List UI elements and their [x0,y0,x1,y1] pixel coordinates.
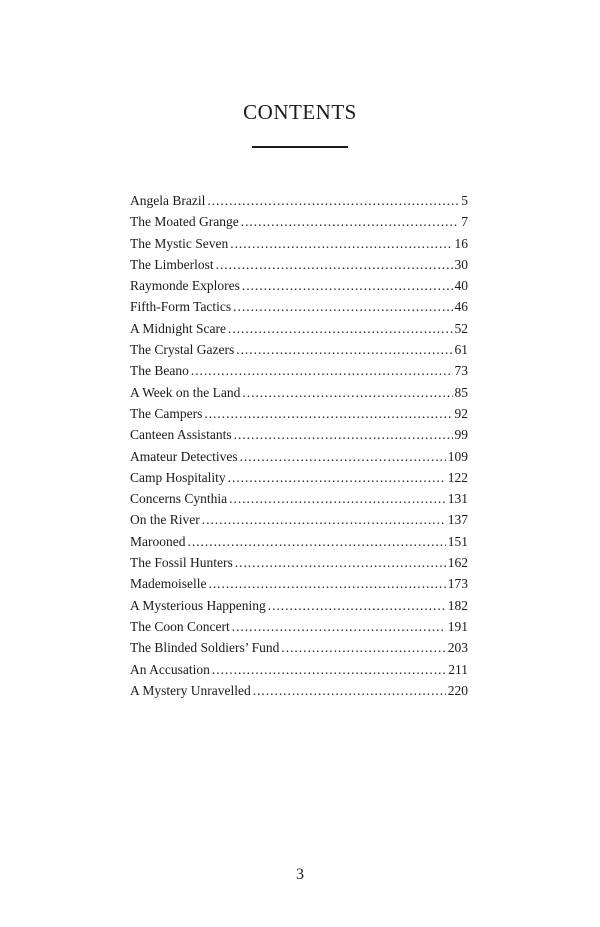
toc-entry-title: On the River [130,512,200,528]
toc-entry [130,233,468,254]
toc-entry-title: Marooned [130,533,186,549]
toc-entry [130,446,468,467]
toc-dot-leader [212,659,446,680]
toc-entry-page: 137 [447,512,468,528]
toc-entry [130,424,468,445]
toc-entry-title: Camp Hospitality [130,469,226,485]
toc-entry-page: 191 [447,618,468,634]
toc-dot-leader [240,446,446,467]
toc-entry-page: 85 [454,384,468,400]
toc-entry-page: 182 [447,597,468,613]
toc-entry [130,360,468,381]
toc-dot-leader [242,382,452,403]
toc-dot-leader [191,360,453,381]
toc-entry-title: Raymonde Explores [130,278,240,294]
toc-entry-title: The Mystic Seven [130,235,229,251]
toc-entry-title: A Week on the Land [130,384,241,400]
toc-dot-leader [216,254,453,275]
toc-entry [130,531,468,552]
toc-entry-title: A Midnight Scare [130,320,226,336]
toc-entry [130,403,468,424]
toc-dot-leader [241,211,460,232]
toc-dot-leader [232,616,446,637]
toc-entry [130,296,468,317]
toc-entry-page: 16 [454,235,468,251]
table-of-contents [130,190,468,701]
toc-entry-title: Canteen Assistants [130,427,232,443]
toc-entry-page: 7 [461,214,468,230]
toc-entry-title: Mademoiselle [130,576,207,592]
toc-entry [130,616,468,637]
toc-entry [130,254,468,275]
toc-dot-leader [207,190,459,211]
toc-dot-leader [253,680,446,701]
toc-entry-page: 30 [454,256,468,272]
toc-entry-title: The Fossil Hunters [130,555,233,571]
toc-entry-page: 151 [447,533,468,549]
toc-entry-title: The Crystal Gazers [130,342,235,358]
toc-entry [130,382,468,403]
toc-entry-page: 40 [454,278,468,294]
toc-entry-page: 73 [454,363,468,379]
toc-entry-title: The Coon Concert [130,618,230,634]
toc-entry-page: 5 [461,193,468,208]
toc-entry-page: 46 [454,299,468,315]
toc-entry-page: 92 [454,405,468,421]
toc-dot-leader [234,424,453,445]
toc-entry [130,680,468,701]
toc-entry-title: An Accusation [130,661,210,677]
toc-entry [130,488,468,509]
heading-rule [252,146,348,148]
toc-entry-page: 122 [447,469,468,485]
toc-dot-leader [235,552,446,573]
toc-entry [130,637,468,658]
toc-entry-page: 220 [447,682,468,698]
toc-entry-title: The Campers [130,405,203,421]
toc-entry [130,467,468,488]
toc-entry-title: Amateur Detectives [130,448,238,464]
toc-entry-title: A Mysterious Happening [130,597,266,613]
toc-dot-leader [202,509,446,530]
toc-dot-leader [229,488,446,509]
toc-entry [130,318,468,339]
toc-entry-title: The Beano [130,363,189,379]
toc-entry-title: Fifth-Form Tactics [130,299,232,315]
toc-dot-leader [230,233,452,254]
toc-entry-title: Concerns Cynthia [130,491,228,507]
toc-entry-title: The Limberlost [130,256,214,272]
toc-entry-page: 162 [447,555,468,571]
toc-entry-title: Angela Brazil [130,193,206,208]
toc-entry-title: A Mystery Unravelled [130,682,251,698]
toc-dot-leader [187,531,445,552]
toc-entry-page: 203 [447,640,468,656]
toc-entry [130,573,468,594]
toc-entry-page: 99 [454,427,468,443]
toc-dot-leader [242,275,453,296]
toc-dot-leader [281,637,445,658]
toc-entry [130,190,468,211]
toc-entry [130,211,468,232]
toc-entry-title: The Blinded Soldiers’ Fund [130,640,280,656]
toc-entry-page: 131 [447,491,468,507]
toc-entry-title: The Moated Grange [130,214,239,230]
toc-entry-page: 211 [448,661,468,677]
toc-entry [130,552,468,573]
toc-dot-leader [268,595,446,616]
toc-dot-leader [233,296,452,317]
toc-dot-leader [208,573,445,594]
toc-entry-page: 173 [447,576,468,592]
toc-entry-page: 61 [454,342,468,358]
toc-entry [130,275,468,296]
toc-entry [130,659,468,680]
contents-heading: CONTENTS [243,100,357,124]
toc-dot-leader [236,339,452,360]
toc-dot-leader [204,403,452,424]
toc-entry-page: 109 [447,448,468,464]
toc-entry [130,339,468,360]
toc-entry-page: 52 [454,320,468,336]
toc-dot-leader [228,318,453,339]
page-number: 3 [296,866,304,883]
toc-entry [130,595,468,616]
toc-dot-leader [228,467,446,488]
toc-entry [130,509,468,530]
